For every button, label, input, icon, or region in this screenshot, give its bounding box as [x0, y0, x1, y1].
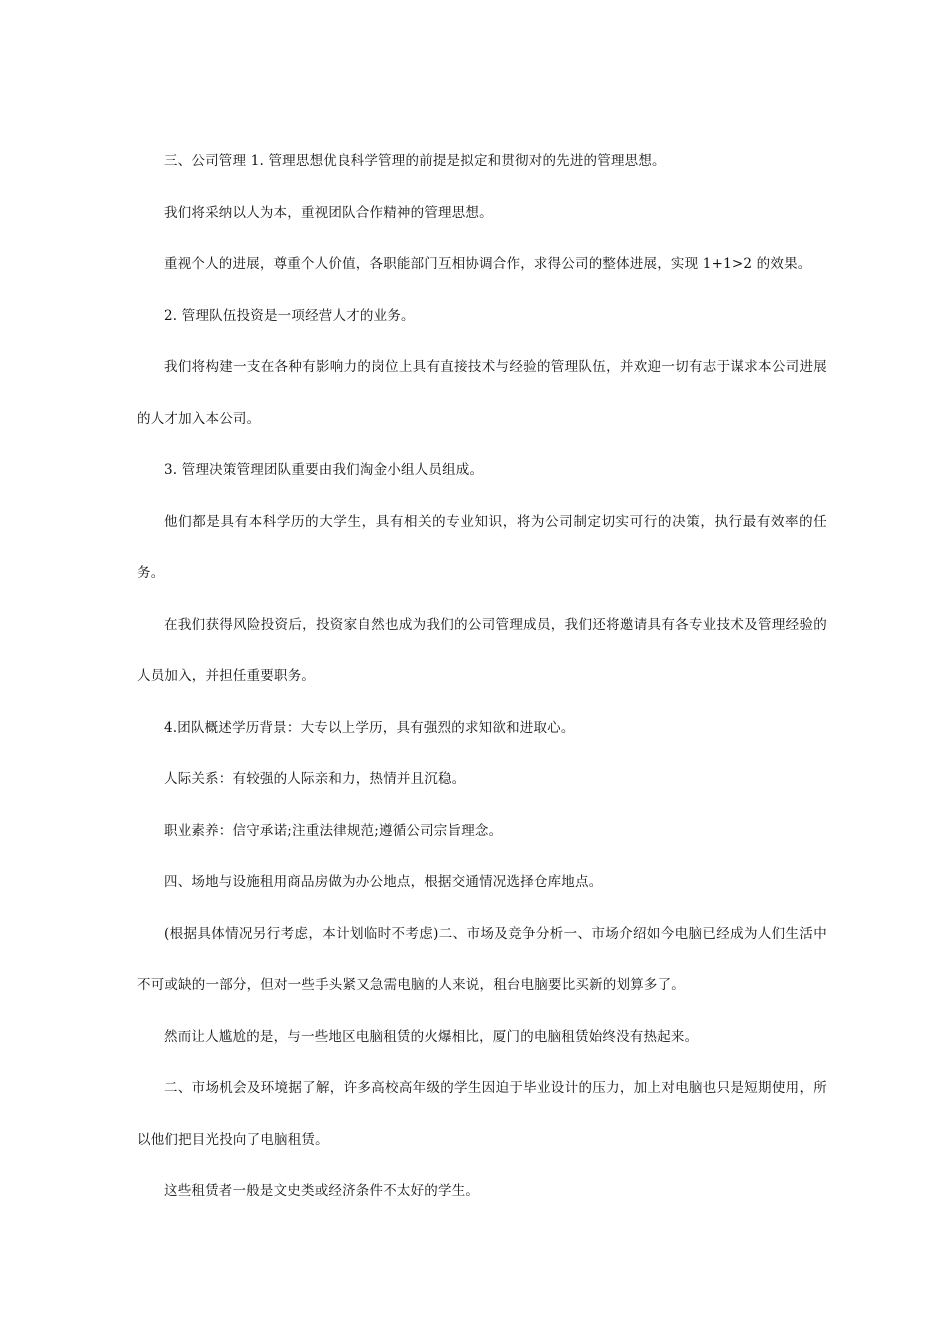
paragraph-people-oriented: 我们将采纳以人为本，重视团队合作精神的管理思想。	[164, 204, 493, 221]
paragraph-market-analysis: (根据具体情况另行考虑，本计划临时不考虑)二、市场及竞争分析一、市场介绍如今电脑已经成为人们生活中不可或缺的一部分，但对一些手头紧又急需电脑的人来说，租台电脑要比买新的划算多了。	[137, 925, 827, 993]
paragraph-professionalism: 职业素养：信守承诺;注重法律规范;遵循公司宗旨理念。	[164, 822, 503, 839]
paragraph-team-overview: 4.团队概述学历背景：大专以上学历，具有强烈的求知欲和进取心。	[164, 719, 575, 736]
paragraph-build-team: 我们将构建一支在各种有影响力的岗位上具有直接技术与经验的管理队伍，并欢迎一切有志于谋求本公司进展的人才加入本公司。	[137, 359, 827, 427]
paragraph-personal-development: 重视个人的进展，尊重个人价值，各职能部门互相协调合作，求得公司的整体进展，实现 1+1>2 的效果。	[164, 256, 812, 272]
paragraph-team-members: 他们都是具有本科学历的大学生，具有相关的专业知识，将为公司制定切实可行的决策，执行最有效率的任务。	[137, 513, 827, 581]
paragraph-renters: 这些租赁者一般是文史类或经济条件不太好的学生。	[164, 1183, 480, 1199]
paragraph-market-opportunity: 二、市场机会及环境据了解，许多高校高年级的学生因迫于毕业设计的压力，加上对电脑也只是短期使用，所以他们把目光投向了电脑租赁。	[137, 1080, 827, 1148]
paragraph-venture-investment: 在我们获得风险投资后，投资家自然也成为我们的公司管理成员，我们还将邀请具有各专业技术及管理经验的人员加入，并担任重要职务。	[137, 616, 827, 684]
paragraph-xiamen-rental: 然而让人尴尬的是，与一些地区电脑租赁的火爆相比，厦门的电脑租赁始终没有热起来。	[164, 1028, 699, 1045]
paragraph-company-management: 三、公司管理 1. 管理思想优良科学管理的前提是拟定和贯彻对的先进的管理思想。	[164, 153, 666, 169]
document-body	[137, 136, 827, 1218]
paragraph-interpersonal: 人际关系：有较强的人际亲和力，热情并且沉稳。	[164, 771, 466, 787]
paragraph-site-facilities: 四、场地与设施租用商品房做为办公地点，根据交通情况选择仓库地点。	[164, 874, 603, 890]
paragraph-management-team-investment: 2. 管理队伍投资是一项经营人才的业务。	[164, 307, 415, 324]
paragraph-management-decision: 3. 管理决策管理团队重要由我们淘金小组人员组成。	[164, 462, 484, 478]
